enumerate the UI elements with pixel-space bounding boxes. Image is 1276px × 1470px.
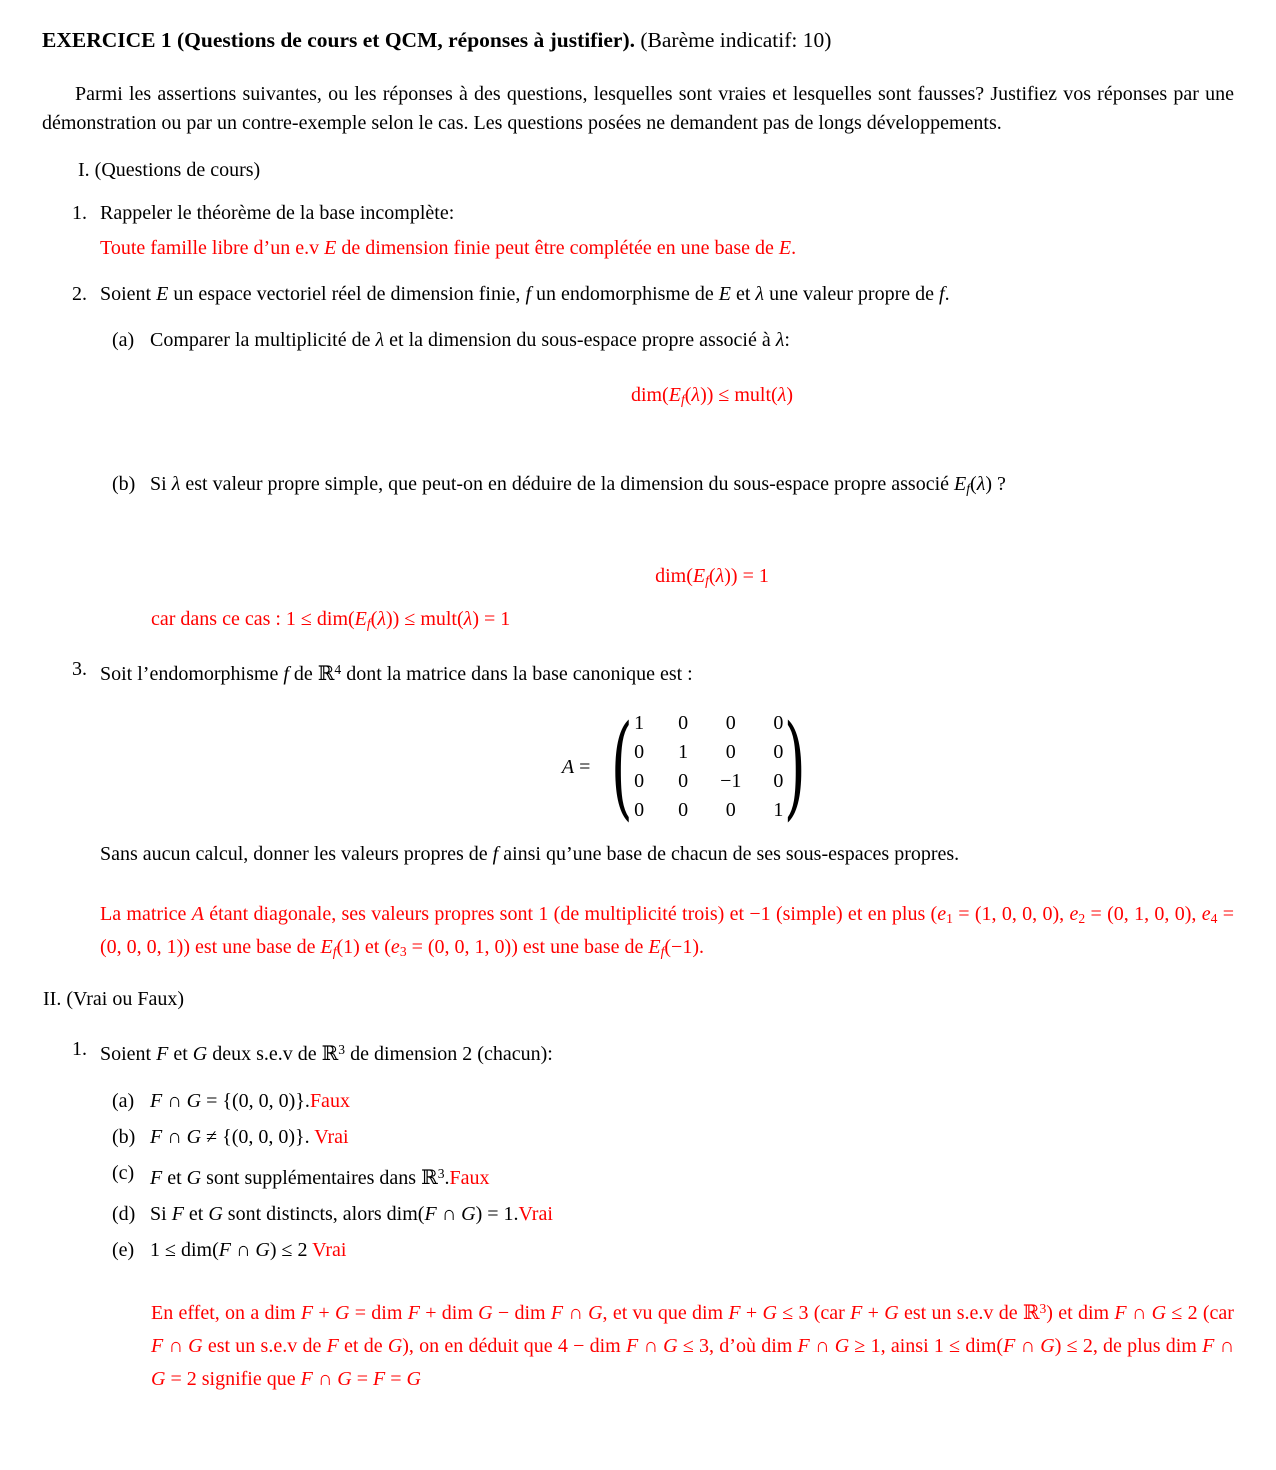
question-i-2b-label: (b): [112, 472, 136, 495]
math-segment: λ: [715, 564, 725, 587]
math-segment: G: [478, 1302, 493, 1325]
math-segment: F: [151, 1335, 164, 1358]
math-segment: f: [680, 391, 685, 407]
exercise-title-main: EXERCICE 1 (Questions de cours et QCM, réponses à justifier).: [42, 28, 636, 52]
math-segment: G: [663, 1335, 678, 1358]
matrix-cell: 0: [725, 741, 736, 764]
statement-e-label: (e): [112, 1239, 135, 1262]
math-segment: F: [150, 1126, 163, 1149]
math-segment: G: [834, 1335, 850, 1358]
statement-c-label: (c): [112, 1162, 135, 1185]
math-segment: Faux: [449, 1167, 490, 1190]
matrix-display: [100, 702, 1234, 833]
math-segment: G: [461, 1203, 476, 1226]
math-segment: λ: [775, 329, 785, 351]
statement-a: [112, 1087, 1234, 1116]
math-segment: λ: [171, 472, 181, 495]
question-i-2b: [112, 470, 1234, 503]
statement-c-text: F et G sont supplémentaires dans ℝ$^3$.Faux: [150, 1166, 490, 1190]
math-segment: f: [966, 480, 971, 496]
math-segment: E: [954, 472, 967, 495]
math-segment: f: [283, 663, 289, 686]
math-segment: λ: [691, 384, 701, 406]
math-segment: f: [525, 283, 531, 305]
exercise-title: [42, 25, 1234, 55]
math-segment: E: [718, 283, 731, 305]
section-ii-heading: II. (Vrai ou Faux): [43, 988, 184, 1011]
question-i-1-text: Rappeler le théorème de la base incomplète:: [100, 202, 455, 224]
statement-d-label: (d): [112, 1203, 136, 1226]
question-i-1-body: [100, 199, 1234, 263]
question-i-2a: [112, 326, 1234, 355]
question-ii-1-label: 1.: [72, 1038, 87, 1061]
math-segment: 3: [338, 1042, 346, 1058]
matrix-cell: 1: [678, 741, 689, 764]
math-segment: G: [186, 1090, 202, 1113]
math-segment: e: [937, 903, 947, 926]
math-segment: F: [373, 1368, 386, 1391]
matrix-grid: [632, 709, 785, 825]
math-segment: f: [939, 283, 945, 305]
question-i-3-body: [100, 655, 1234, 966]
question-i-1-answer: Toute famille libre d’un e.v E de dimension finie peut être complétée en une base de E.: [100, 237, 797, 259]
matrix-cell: −1: [720, 770, 742, 793]
matrix-cell: 1: [634, 712, 645, 735]
math-segment: F: [150, 1090, 163, 1113]
matrix-cell: 0: [678, 712, 689, 735]
math-segment: G: [387, 1335, 403, 1358]
math-segment: F: [1202, 1335, 1215, 1358]
math-segment: F: [1003, 1335, 1016, 1358]
math-segment: G: [1151, 1302, 1167, 1325]
question-i-2-body: [100, 280, 1234, 638]
document-page: [0, 25, 1276, 1396]
math-segment: G: [186, 1167, 202, 1190]
statement-a-text: F ∩ G = {(0, 0, 0)}.Faux: [150, 1090, 350, 1113]
math-segment: G: [208, 1203, 223, 1226]
question-ii-1-body: [100, 1035, 1234, 1396]
math-segment: G: [337, 1368, 352, 1391]
math-segment: E: [320, 936, 333, 959]
equation-dim-eq-1: $dim(E_f(\lambda)) = 1$: [655, 564, 769, 588]
question-i-2-text: Soient E un espace vectoriel réel de dimension finie, f un endomorphisme de E et λ une valeur propre de f.: [100, 283, 950, 305]
math-segment: λ: [755, 283, 765, 305]
math-segment: E: [354, 607, 367, 630]
math-segment: Vrai: [518, 1203, 553, 1226]
question-ii-1: [72, 1035, 1234, 1396]
statement-d: [112, 1200, 1234, 1229]
math-segment: f: [332, 944, 337, 960]
math-segment: Vrai: [314, 1126, 349, 1149]
math-segment: E: [668, 384, 681, 406]
matrix-cell: 0: [634, 799, 645, 822]
math-segment: 3: [1039, 1301, 1047, 1317]
question-i-2b-text: Si λ est valeur propre simple, que peut-on en déduire de la dimension du sous-espace propre associé $E_f(\lambda)$ ?: [150, 472, 1006, 496]
math-segment: G: [255, 1239, 270, 1262]
math-segment: F: [625, 1335, 639, 1358]
math-segment: f: [660, 944, 665, 960]
math-segment: F: [797, 1335, 810, 1358]
math-segment: G: [884, 1302, 899, 1325]
math-segment: 4: [334, 661, 342, 677]
question-i-3: [72, 655, 1234, 966]
math-segment: E: [778, 237, 792, 259]
matrix-lhs: A =: [561, 755, 591, 778]
matrix-cell: 0: [634, 770, 645, 793]
math-segment: G: [406, 1368, 421, 1391]
math-segment: 1: [946, 911, 953, 927]
math-segment: F: [218, 1239, 231, 1262]
matrix-right-paren: ): [784, 702, 807, 833]
equation-dim-le-mult: $dim(E_f(\lambda))$ ≤ mult(λ): [630, 384, 794, 407]
question-i-3-answer: La matrice A étant diagonale, ses valeurs propres sont 1 (de multiplicité trois) et −1 (simple) et en plus ($e_1 = (1$, 0, 0, 0), $e_2 = (0$, 1, 0, 0), $e_4 = (0$, 0, 0, 1)) est une base de $E_f(1)$ et ($e_3 = (0$, 0, 1, 0)) est une base de $E_f(-1)$.: [100, 903, 1235, 960]
statement-b-label: (b): [112, 1126, 136, 1149]
question-i-3-label: 3.: [72, 657, 87, 680]
matrix-cell: 0: [678, 770, 689, 793]
math-segment: E: [692, 564, 706, 587]
math-segment: E: [156, 283, 169, 305]
math-segment: F: [1114, 1302, 1127, 1325]
math-segment: 4: [1210, 911, 1218, 927]
question-ii-1-text: Soient F et G deux s.e.v de ℝ$^3$ de dimension 2 (chacun):: [100, 1042, 553, 1066]
matrix-cell: 0: [725, 799, 736, 822]
math-segment: Faux: [309, 1090, 350, 1113]
math-segment: F: [407, 1302, 420, 1325]
intro-paragraph: Parmi les assertions suivantes, ou les réponses à des questions, lesquelles sont vraies et lesquelles sont fausses? Justifiez vos réponses par une démonstration ou par un contre-exemple selon le cas. Les questions posées ne demandent pas de longs développements.: [42, 83, 1234, 134]
math-segment: 2: [1078, 911, 1086, 927]
math-segment: G: [762, 1302, 777, 1325]
statement-e-text: 1 ≤ dim(F ∩ G) ≤ 2 Vrai: [150, 1239, 347, 1262]
statement-b-text: F ∩ G ≠ {(0, 0, 0)}. Vrai: [150, 1126, 349, 1149]
question-i-3-text: Soit l’endomorphisme f de ℝ$^4$ dont la matrice dans la base canonique est :: [100, 661, 693, 686]
question-i-2b-note: car dans ce cas : $1 \le dim(E_f(\lambda))$ ≤ mult(λ) = 1: [151, 607, 511, 631]
matrix-cell: 0: [634, 741, 645, 764]
math-segment: F: [150, 1167, 163, 1190]
math-segment: e: [390, 936, 400, 959]
math-segment: F: [300, 1302, 314, 1325]
math-segment: G: [334, 1302, 350, 1325]
question-i-3-followup: Sans aucun calcul, donner les valeurs propres de f ainsi qu’une base de chacun de ses sous-espaces propres.: [100, 843, 960, 866]
matrix-cell: 0: [678, 799, 689, 822]
matrix-cell: 0: [773, 741, 784, 764]
question-i-2: [72, 280, 1234, 638]
statement-e: [112, 1236, 1234, 1265]
question-i-2-label: 2.: [72, 283, 87, 305]
math-segment: G: [188, 1335, 203, 1358]
question-ii-1-justification: En effet, on a dim F + G = dim F + dim G − dim F ∩ G, et vu que dim F + G ≤ 3 (car F + G est un s.e.v de ℝ$^3$) et dim F ∩ G ≤ 2 (car F ∩ G est un s.e.v de F et de G), on en déduit que 4 − dim F ∩ G ≤ 3, d’où dim F ∩ G ≥ 1, ainsi 1 ≤ dim(F ∩ G) ≤ 2, de plus dim F ∩ G = 2 signifie que F ∩ G = F = G: [151, 1301, 1235, 1391]
math-segment: E: [324, 237, 337, 259]
section-i-heading: I. (Questions de cours): [78, 159, 261, 181]
matrix-left-paren: (: [611, 702, 634, 833]
math-segment: G: [151, 1368, 166, 1391]
math-segment: e: [1201, 903, 1211, 926]
statement-c: [112, 1159, 1234, 1193]
math-segment: A: [561, 755, 575, 778]
math-segment: E: [648, 936, 661, 959]
math-segment: F: [550, 1302, 564, 1325]
matrix-cell: 0: [725, 712, 736, 735]
math-segment: λ: [463, 607, 473, 630]
math-segment: F: [424, 1203, 437, 1226]
exercise-title-bareme: (Barème indicatif: 10): [635, 28, 832, 52]
math-segment: λ: [976, 472, 986, 495]
matrix-cell: 0: [773, 712, 784, 735]
statement-b: [112, 1123, 1234, 1152]
question-i-2a-text: Comparer la multiplicité de λ et la dimension du sous-espace propre associé à λ:: [150, 329, 790, 351]
math-segment: G: [186, 1126, 202, 1149]
question-i-1-label: 1.: [72, 202, 87, 224]
matrix-cell: 1: [773, 799, 784, 822]
math-segment: A: [191, 903, 204, 926]
math-segment: G: [192, 1043, 208, 1066]
math-segment: G: [588, 1302, 603, 1325]
math-segment: F: [850, 1302, 863, 1325]
math-segment: F: [326, 1335, 339, 1358]
math-segment: λ: [777, 384, 787, 406]
statement-a-label: (a): [112, 1090, 135, 1113]
math-segment: 3: [437, 1166, 445, 1182]
statement-d-text: Si F et G sont distincts, alors dim(F ∩ G) = 1.Vrai: [150, 1203, 553, 1226]
question-i-2a-label: (a): [112, 329, 135, 351]
math-segment: F: [300, 1368, 313, 1391]
matrix-cell: 0: [773, 770, 784, 793]
math-segment: λ: [375, 329, 385, 351]
math-segment: f: [705, 572, 709, 588]
math-segment: λ: [377, 607, 387, 630]
math-segment: F: [728, 1302, 741, 1325]
math-segment: F: [156, 1043, 169, 1066]
math-segment: F: [171, 1203, 184, 1226]
question-i-1: [72, 199, 1234, 263]
math-segment: G: [1040, 1335, 1055, 1358]
math-segment: f: [492, 843, 499, 866]
math-segment: Vrai: [312, 1239, 347, 1262]
math-segment: e: [1069, 903, 1079, 926]
math-segment: 3: [399, 944, 407, 960]
math-segment: f: [366, 615, 371, 631]
